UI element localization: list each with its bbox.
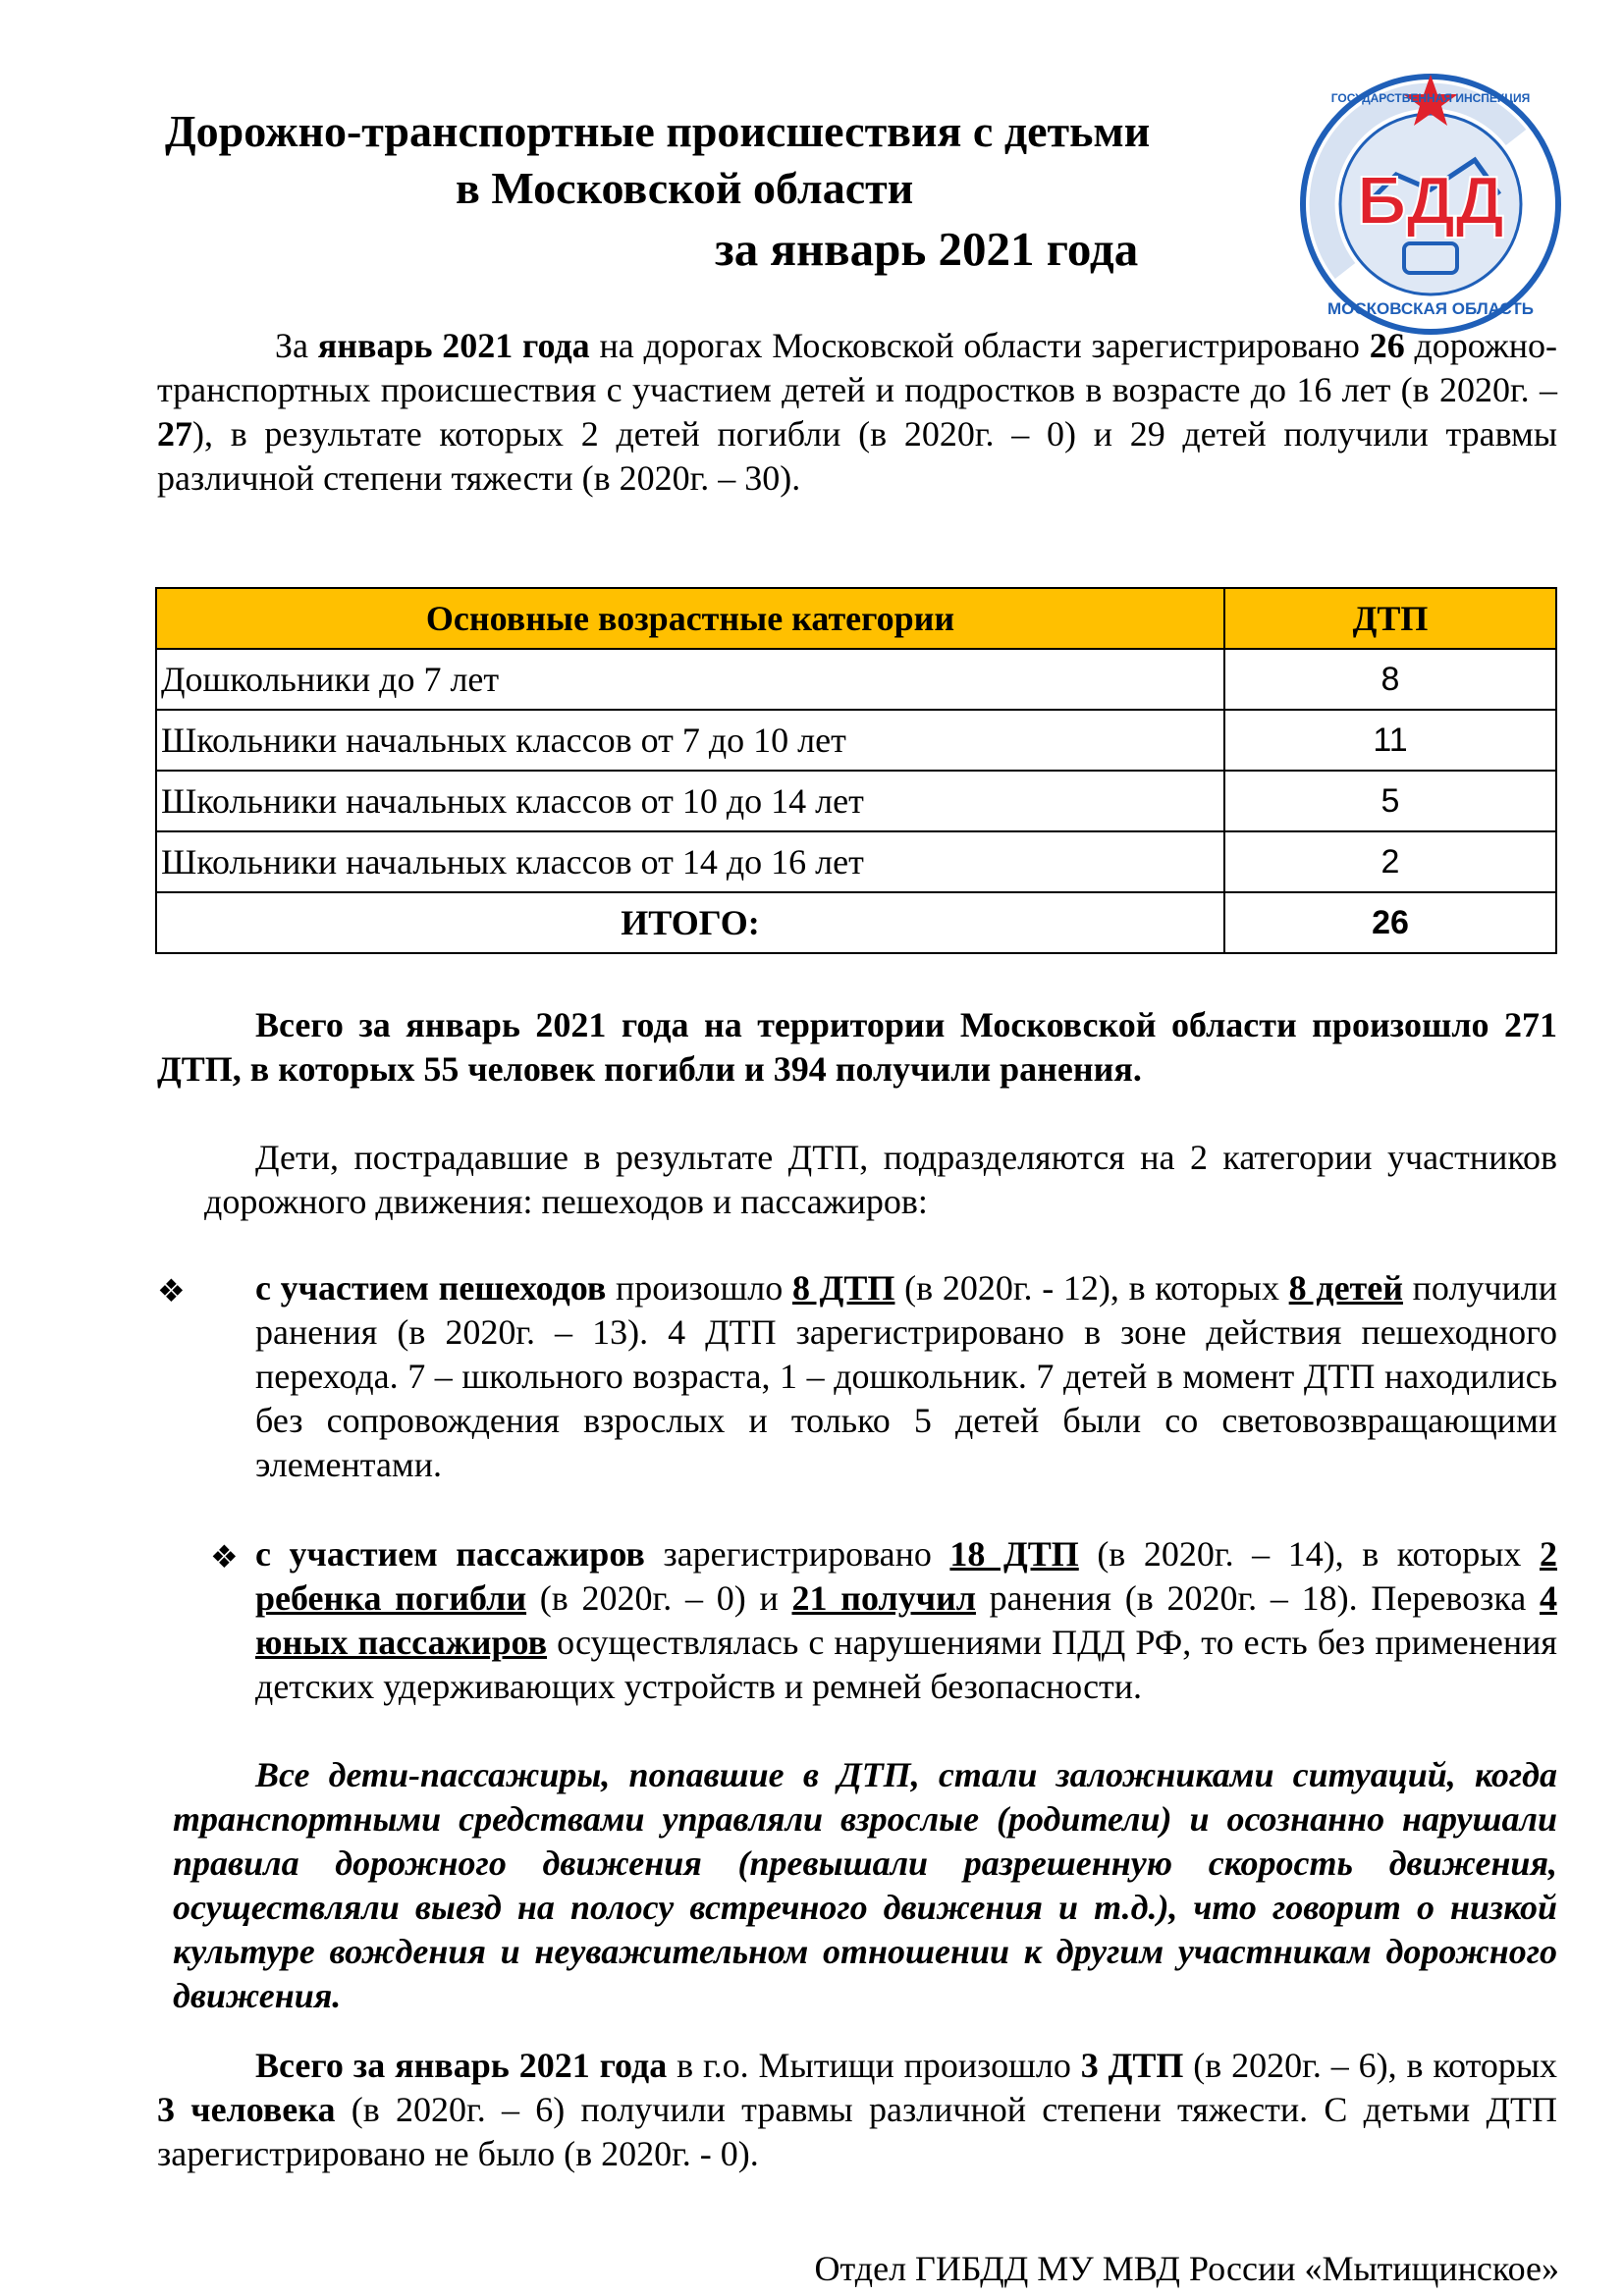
table-header-value: ДТП: [1224, 588, 1556, 649]
table-header-row: [156, 588, 1556, 649]
table-cell-category: Школьники начальных классов от 10 до 14 лет: [156, 771, 1224, 831]
table-row: [156, 649, 1556, 710]
title-line-2: в Московской области: [456, 163, 914, 213]
intro-paragraph: За январь 2021 года на дорогах Московской области зарегистрировано 26 дорожно-транспортных происшествия с участием детей и подростков в возрасте до 16 лет (в 2020г. – 27), в результате которых 2 детей погибли (в 2020г. – 0) и 29 детей получили травмы различной степени тяжести (в 2020г. – 30).: [157, 326, 1558, 498]
table-total-row: [156, 892, 1556, 953]
title-line-1: Дорожно-транспортные происшествия с детьми: [165, 106, 1151, 156]
table-cell-value: 8: [1224, 649, 1556, 710]
passengers-paragraph: с участием пассажиров зарегистрировано 18 ДТП (в 2020г. – 14), в которых 2 ребенка погибли (в 2020г. – 0) и 21 получил ранения (в 2020г. – 18). Перевозка 4 юных пассажиров осуществлялась с нарушениями ПДД РФ, то есть без применения детских удерживающих устройств и ремней безопасности.: [255, 1534, 1557, 1706]
logo-top-text: ГОСУДАРСТВЕННАЯ ИНСПЕКЦИЯ: [1330, 91, 1531, 105]
pedestrians-paragraph: с участием пешеходов произошло 8 ДТП (в 2020г. - 12), в которых 8 детей получили ранения (в 2020г. – 13). 4 ДТП зарегистрировано в зоне действия пешеходного перехода. 7 – школьного возраста, 1 – дошкольник. 7 детей в момент ДТП находились без сопровождения взрослых и только 5 детей были со световозвращающими элементами.: [255, 1268, 1558, 1484]
footer-signature: Отдел ГИБДД МУ МВД России «Мытищинское»: [814, 2249, 1559, 2288]
gibdd-emblem-icon: [1288, 57, 1573, 342]
categories-intro-paragraph: Дети, пострадавшие в результате ДТП, подразделяются на 2 категории участников дорожного движения: пешеходов и пассажиров:: [204, 1138, 1557, 1221]
table-cell-value: 2: [1224, 831, 1556, 892]
logo-bottom-text: МОСКОВСКАЯ ОБЛАСТЬ: [1326, 299, 1535, 318]
table-total-label: ИТОГО:: [156, 892, 1224, 953]
title-line-3: за январь 2021 года: [715, 222, 1139, 276]
warning-paragraph: Все дети-пассажиры, попавшие в ДТП, стали заложниками ситуаций, когда транспортными средствами управляли взрослые (родители) и осознанно нарушали правила дорожного движения (превышали разрешенную скорость движения, осуществляли выезд на полосу встречного движения и т.д.), что говорит о низкой культуре вождения и неуважительном отношении к другим участникам дорожного движения.: [173, 1755, 1557, 2015]
age-categories-table: [155, 587, 1557, 954]
local-paragraph: Всего за январь 2021 года в г.о. Мытищи произошло 3 ДТП (в 2020г. – 6), в которых 3 человека (в 2020г. – 6) получили травмы различной степени тяжести. С детьми ДТП зарегистрировано не было (в 2020г. - 0).: [157, 2046, 1558, 2173]
table-header-category: Основные возрастные категории: [156, 588, 1224, 649]
table-total-value: 26: [1224, 892, 1556, 953]
table-cell-category: Школьники начальных классов от 14 до 16 лет: [156, 831, 1224, 892]
table-cell-value: 5: [1224, 771, 1556, 831]
table-cell-category: Дошкольники до 7 лет: [156, 649, 1224, 710]
document-title: [98, 103, 1257, 282]
table-row: [156, 710, 1556, 771]
table-cell-value: 11: [1224, 710, 1556, 771]
logo-center-text: БДД: [1356, 162, 1505, 239]
bullet-icon: ❖: [210, 1539, 239, 1575]
table-row: [156, 831, 1556, 892]
region-total-paragraph: Всего за январь 2021 года на территории Московской области произошло 271 ДТП, в которых 55 человек погибли и 394 получили ранения.: [157, 1005, 1557, 1089]
table-cell-category: Школьники начальных классов от 7 до 10 лет: [156, 710, 1224, 771]
bullet-icon: ❖: [157, 1273, 186, 1308]
table-row: [156, 771, 1556, 831]
